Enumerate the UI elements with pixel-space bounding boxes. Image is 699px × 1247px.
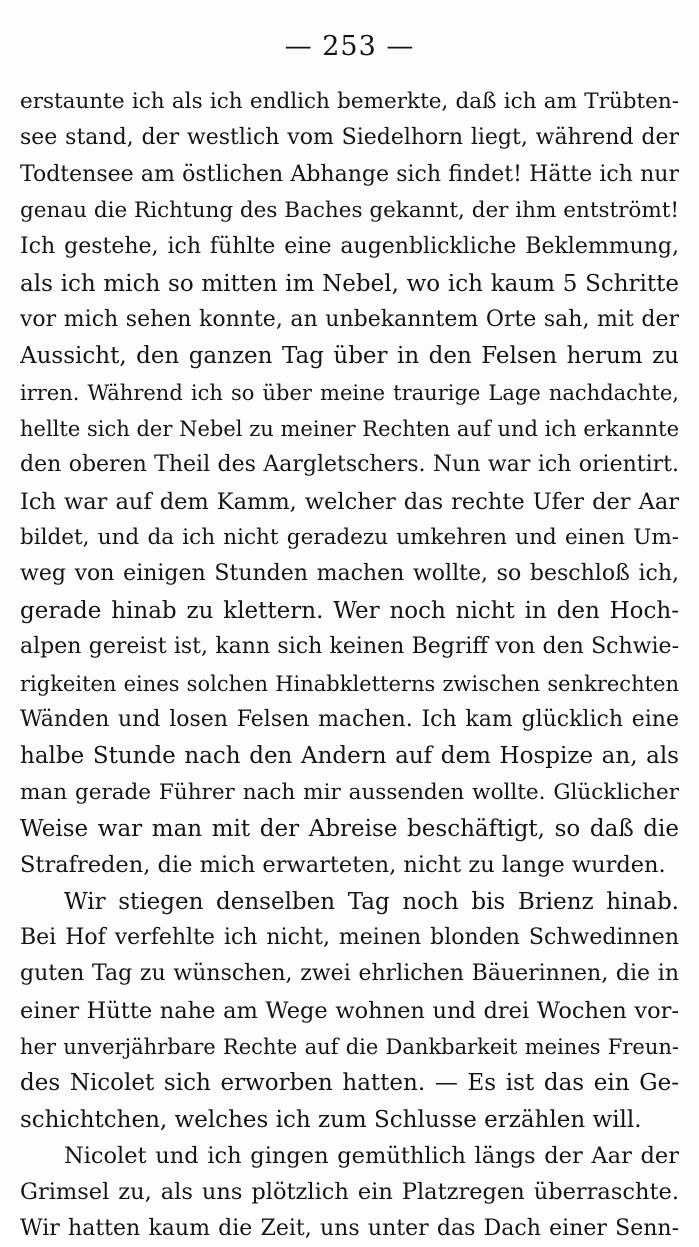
- text-line: Bei Hof verfehlte ich nicht, meinen blonden Schwedinnen: [20, 924, 679, 950]
- text-line: schichtchen, welches ich zum Schlusse erzählen will.: [20, 1106, 642, 1133]
- text-line: halbe Stunde nach den Andern auf dem Hospize an, als: [20, 743, 679, 770]
- text-line: her unverjährbare Rechte auf die Dankbarkeit meines Freun-: [20, 1034, 679, 1059]
- text-line: des Nicolet sich erworben hatten. — Es ist das ein Ge-: [20, 1070, 679, 1097]
- text-line: Wir hatten kaum die Zeit, uns unter das Dach einer Senn-: [20, 1215, 679, 1241]
- text-line: genau die Richtung des Baches gekannt, der ihm entströmt!: [20, 198, 679, 224]
- text-line: hellte sich der Nebel zu meiner Rechten auf und ich erkannte: [20, 417, 679, 442]
- text-line: see stand, der westlich vom Siedelhorn liegt, während der: [20, 125, 679, 151]
- text-line: Ich war auf dem Kamm, welcher das rechte Ufer der Aar: [20, 488, 679, 515]
- text-body: [20, 84, 679, 1247]
- text-line: alpen gereist ist, kann sich keinen Begriff von den Schwie-: [20, 634, 679, 660]
- text-line: guten Tag zu wünschen, zwei ehrlichen Bäuerinnen, die in: [20, 961, 679, 987]
- text-line: Wir stiegen denselben Tag noch bis Brienz hinab.: [64, 888, 679, 915]
- text-line: rigkeiten eines solchen Hinabkletterns zwischen senkrechten: [20, 671, 679, 696]
- text-line: Strafreden, die mich erwarteten, nicht zu lange wurden.: [20, 852, 666, 879]
- text-line: weg von einigen Stunden machen wollte, so beschloß ich,: [20, 561, 679, 587]
- text-line: irren. Während ich so über meine traurige Lage nachdachte,: [20, 380, 679, 405]
- text-line: Grimsel zu, als uns plötzlich ein Platzregen überraschte.: [20, 1179, 679, 1206]
- text-line: Nicolet und ich gingen gemüthlich längs der Aar der: [64, 1142, 679, 1169]
- text-line: Wänden und losen Felsen machen. Ich kam glücklich eine: [20, 706, 679, 732]
- text-line: Weise war man mit der Abreise beschäftigt, so daß die: [20, 815, 679, 842]
- text-line: gerade hinab zu klettern. Wer noch nicht in den Hoch-: [20, 597, 679, 624]
- text-line: vor mich sehen konnte, an unbekanntem Orte sah, mit der: [20, 307, 679, 333]
- text-line: bildet, und da ich nicht geradezu umkehren und einen Um-: [20, 525, 679, 551]
- text-line: einer Hütte nahe am Wege wohnen und drei Wochen vor-: [20, 997, 679, 1024]
- text-line: Ich gestehe, ich fühlte eine augenblickliche Beklemmung,: [20, 234, 679, 260]
- page-number: — 253 —: [284, 31, 415, 62]
- text-line: man gerade Führer nach mir aussenden wollte. Glücklicher: [20, 779, 679, 805]
- text-line: Todtensee am östlichen Abhange sich findet! Hätte ich nur: [20, 161, 679, 187]
- text-line: Aussicht, den ganzen Tag über in den Felsen herum zu: [20, 343, 679, 370]
- text-line: als ich mich so mitten im Nebel, wo ich kaum 5 Schritte: [20, 270, 679, 297]
- text-line: den oberen Theil des Aargletschers. Nun war ich orientirt.: [20, 452, 679, 478]
- text-line: erstaunte ich als ich endlich bemerkte, daß ich am Trübten-: [20, 89, 679, 114]
